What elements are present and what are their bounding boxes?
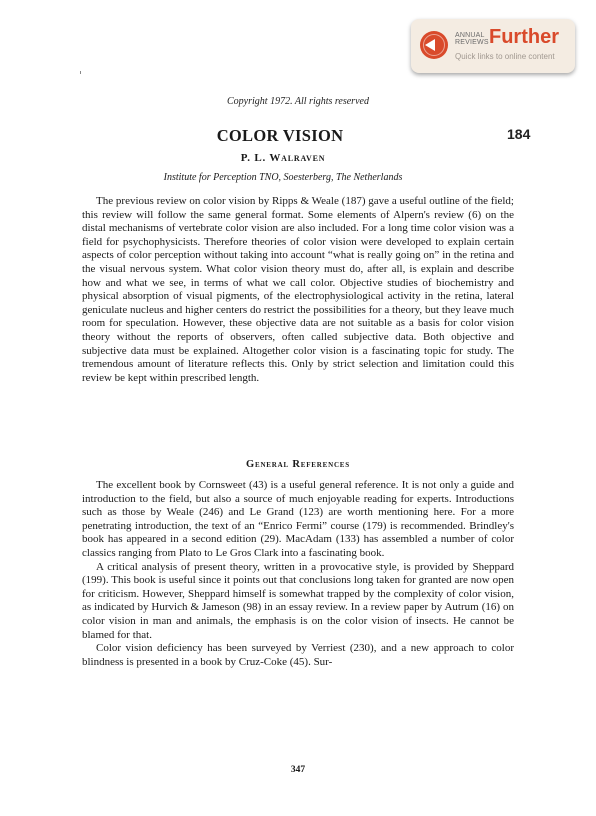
scan-mark xyxy=(80,71,81,74)
section-heading: General References xyxy=(246,459,350,470)
paragraph: The excellent book by Cornsweet (43) is a useful general reference. It is not only a guide and introduction to the field, but also a source of much enjoyable reading for experts. Introductions such as those by Weale (246) and Le Grand (123) are worth mentioning here. For a more penetrating introduction, the text of an “Enrico Fermi” course (179) is recommended. Brindley's book has appeared in a second edition (29). MacAdam (133) has assembled a number of color classics ranging from Plato to Le Gros Clark into a fascinating book. xyxy=(82,479,514,559)
further-annual-label: ANNUAL xyxy=(455,32,485,39)
paragraph: A critical analysis of present theory, written in a provocative style, is provided by Sheppard (199). This book is useful since it points out that conclusions long taken for granted are now open for criticism. However, Sheppard himself is somewhat trapped by the complexity of color vision, as indicated by Hurvich & Jameson (98) in an essay review. In a review paper by Autrum (16) on color vision in man and animals, the emphasis is on the color vision of insects. He cannot be blamed for that. xyxy=(82,560,514,641)
further-tagline[interactable]: Quick links to online content xyxy=(455,52,555,61)
author-affiliation: Institute for Perception TNO, Soesterberg, The Netherlands xyxy=(163,172,403,183)
author-name: P. L. Walraven xyxy=(240,152,326,164)
intro-section xyxy=(82,195,514,385)
further-links-banner[interactable] xyxy=(411,19,575,73)
back-arrow-icon[interactable] xyxy=(420,31,448,59)
general-references-section xyxy=(82,479,514,669)
paragraph: Color vision deficiency has been surveyed by Verriest (230), and a new approach to color blindness is presented in a book by Cruz-Coke (45). Sur- xyxy=(82,642,514,668)
page-marker: 184 xyxy=(507,126,531,142)
paragraph: The previous review on color vision by Ripps & Weale (187) gave a useful outline of the field; this review will follow the same general format. Some elements of Alpern's review (6) on the distal mechanisms of vertebrate color vision are also included. For a long time color vision was a field for psychophysicists. Therefore theories of color vision were developed to explain certain aspects of color perception without taking into account “what is really going on” in the retina and the visual nervous system. What color vision theory must do, after all, is explain and describe how and what we see, in terms of what we call color. Objective studies of biochemistry and physical absorption of visual pigments, of the electrophysiological activity in the retina, lateral geniculate nucleus and higher centers do restrict the possibilities for a theory, but they leave much room for speculation. However, these objective data are not suitable as a basis for color vision theory without the reports of observers, often called subjective data. Both objective and subjective data must be explained. Altogether color vision is a fascinating topic for study. The tremendous amount of literature reflects this. Only by strict selection and limitation could this review be kept within prescribed length. xyxy=(82,195,514,384)
page-number: 347 xyxy=(290,765,306,775)
article-title: COLOR VISION xyxy=(216,126,344,145)
further-reviews-label: REVIEWS xyxy=(455,39,489,46)
copyright-notice: Copyright 1972. All rights reserved xyxy=(227,96,369,107)
further-wordmark[interactable]: Further xyxy=(489,26,559,48)
